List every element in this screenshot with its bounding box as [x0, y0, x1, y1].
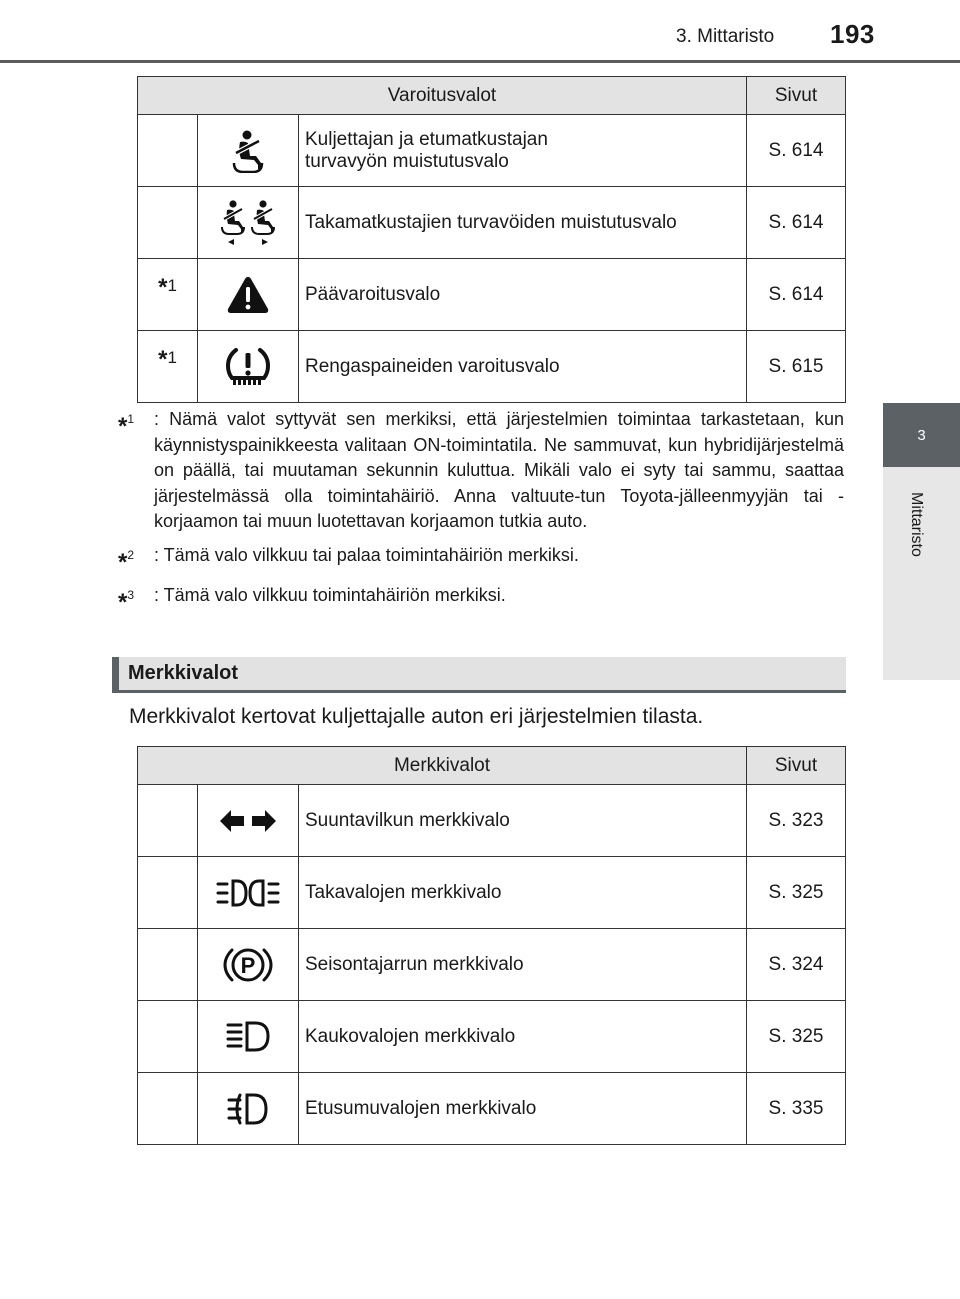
light-description: Seisontajarrun merkkivalo [299, 929, 747, 1001]
footnote-text: : Tämä valo vilkkuu toimintahäiriön merkiksi. [154, 585, 506, 605]
col-header-warning-lights: Varoitusvalot [138, 77, 747, 115]
chapter-tab-number: 3 [917, 426, 926, 444]
tail-light-icon [198, 857, 299, 929]
footnote-1 [118, 407, 844, 535]
light-description: Takavalojen merkkivalo [299, 857, 747, 929]
page-reference-link[interactable]: S. 325 [747, 857, 846, 929]
footnote-mark-cell [138, 115, 198, 187]
light-description: Rengaspaineiden varoitusvalo [299, 331, 747, 403]
light-description: Etusumuvalojen merkkivalo [299, 1073, 747, 1145]
page-number: 193 [830, 19, 875, 49]
header-rule [0, 60, 960, 63]
table-row [138, 115, 846, 187]
table-row [138, 1001, 846, 1073]
indicator-lights-table [137, 746, 846, 1145]
page-reference-link[interactable]: S. 614 [747, 259, 846, 331]
col-header-pages: Sivut [747, 77, 846, 115]
empty-mark-cell [138, 1001, 198, 1073]
light-description: Kaukovalojen merkkivalo [299, 1001, 747, 1073]
turn-signal-icon [198, 785, 299, 857]
warning-lights-table [137, 76, 846, 403]
light-description: Päävaroitusvalo [299, 259, 747, 331]
page-reference-link[interactable]: S. 325 [747, 1001, 846, 1073]
parking-brake-icon [198, 929, 299, 1001]
light-description: Takamatkustajien turvavöiden muistutusvalo [299, 187, 747, 259]
section-intro: Merkkivalot kertovat kuljettajalle auton eri järjestelmien tilasta. [129, 705, 704, 728]
page-reference-link[interactable]: S. 323 [747, 785, 846, 857]
empty-mark-cell [138, 857, 198, 929]
col-header-pages: Sivut [747, 747, 846, 785]
seatbelt-reminder-icon [198, 115, 299, 187]
table-row [138, 1073, 846, 1145]
page-reference-link[interactable]: S. 614 [747, 115, 846, 187]
light-description: Suuntavilkun merkkivalo [299, 785, 747, 857]
page-reference-link[interactable]: S. 324 [747, 929, 846, 1001]
footnote-2 [118, 543, 844, 576]
table-header-row [138, 747, 846, 785]
footnote-text: : Nämä valot syttyvät sen merkiksi, että järjestelmien toimintaa tarkastetaan, kun käynnistyspainikkeesta valitaan ON-toimintatila. Ne sammuvat, kun hybridijärjestelmä on päällä, tai muutaman sekunnin kuluttua. Mikäli valo ei syty tai sammu, saattaa järjestelmässä olla toimintahäiriö. Anna valtuute-tun Toyota-jälleenmyyjän tai -korjaamon tai muun luotettavan korjaamon tutkia auto. [154, 409, 844, 531]
table-row [138, 331, 846, 403]
footnote-text: : Tämä valo vilkkuu tai palaa toimintahäiriön merkiksi. [154, 544, 579, 565]
footnote-marker: *$^2$ [118, 547, 135, 576]
footnote-mark-cell [138, 187, 198, 259]
page-reference-link[interactable]: S. 615 [747, 331, 846, 403]
col-header-indicator-lights: Merkkivalot [138, 747, 747, 785]
empty-mark-cell [138, 1073, 198, 1145]
chapter-title: 3. Mittaristo [676, 26, 775, 47]
table-header-row [138, 77, 846, 115]
master-warning-icon [198, 259, 299, 331]
footnote-marker: *$^1$ [118, 412, 135, 440]
chapter-tab[interactable] [883, 403, 960, 467]
table-row [138, 929, 846, 1001]
footnote-marker: *$^3$ [118, 588, 135, 616]
table-row [138, 857, 846, 929]
footnote-mark-cell: *1 [138, 259, 198, 331]
svg-text:P: P [240, 952, 256, 978]
footnote-3 [118, 583, 844, 616]
tire-pressure-warning-icon [198, 331, 299, 403]
section-heading [112, 657, 846, 693]
rear-seatbelt-reminder-icon [198, 187, 299, 259]
section-heading-text: Merkkivalot [128, 662, 239, 684]
table-row [138, 187, 846, 259]
chapter-tab-label: Mittaristo [908, 492, 925, 557]
light-description: Kuljettajan ja etumatkustajan turvavyön muistutusvalo [299, 115, 747, 187]
table-row [138, 785, 846, 857]
front-fog-light-icon [198, 1073, 299, 1145]
footnotes [118, 407, 844, 624]
table-row [138, 259, 846, 331]
footnote-mark-cell: *1 [138, 331, 198, 403]
empty-mark-cell [138, 929, 198, 1001]
high-beam-icon [198, 1001, 299, 1073]
empty-mark-cell [138, 785, 198, 857]
page-reference-link[interactable]: S. 335 [747, 1073, 846, 1145]
page-reference-link[interactable]: S. 614 [747, 187, 846, 259]
